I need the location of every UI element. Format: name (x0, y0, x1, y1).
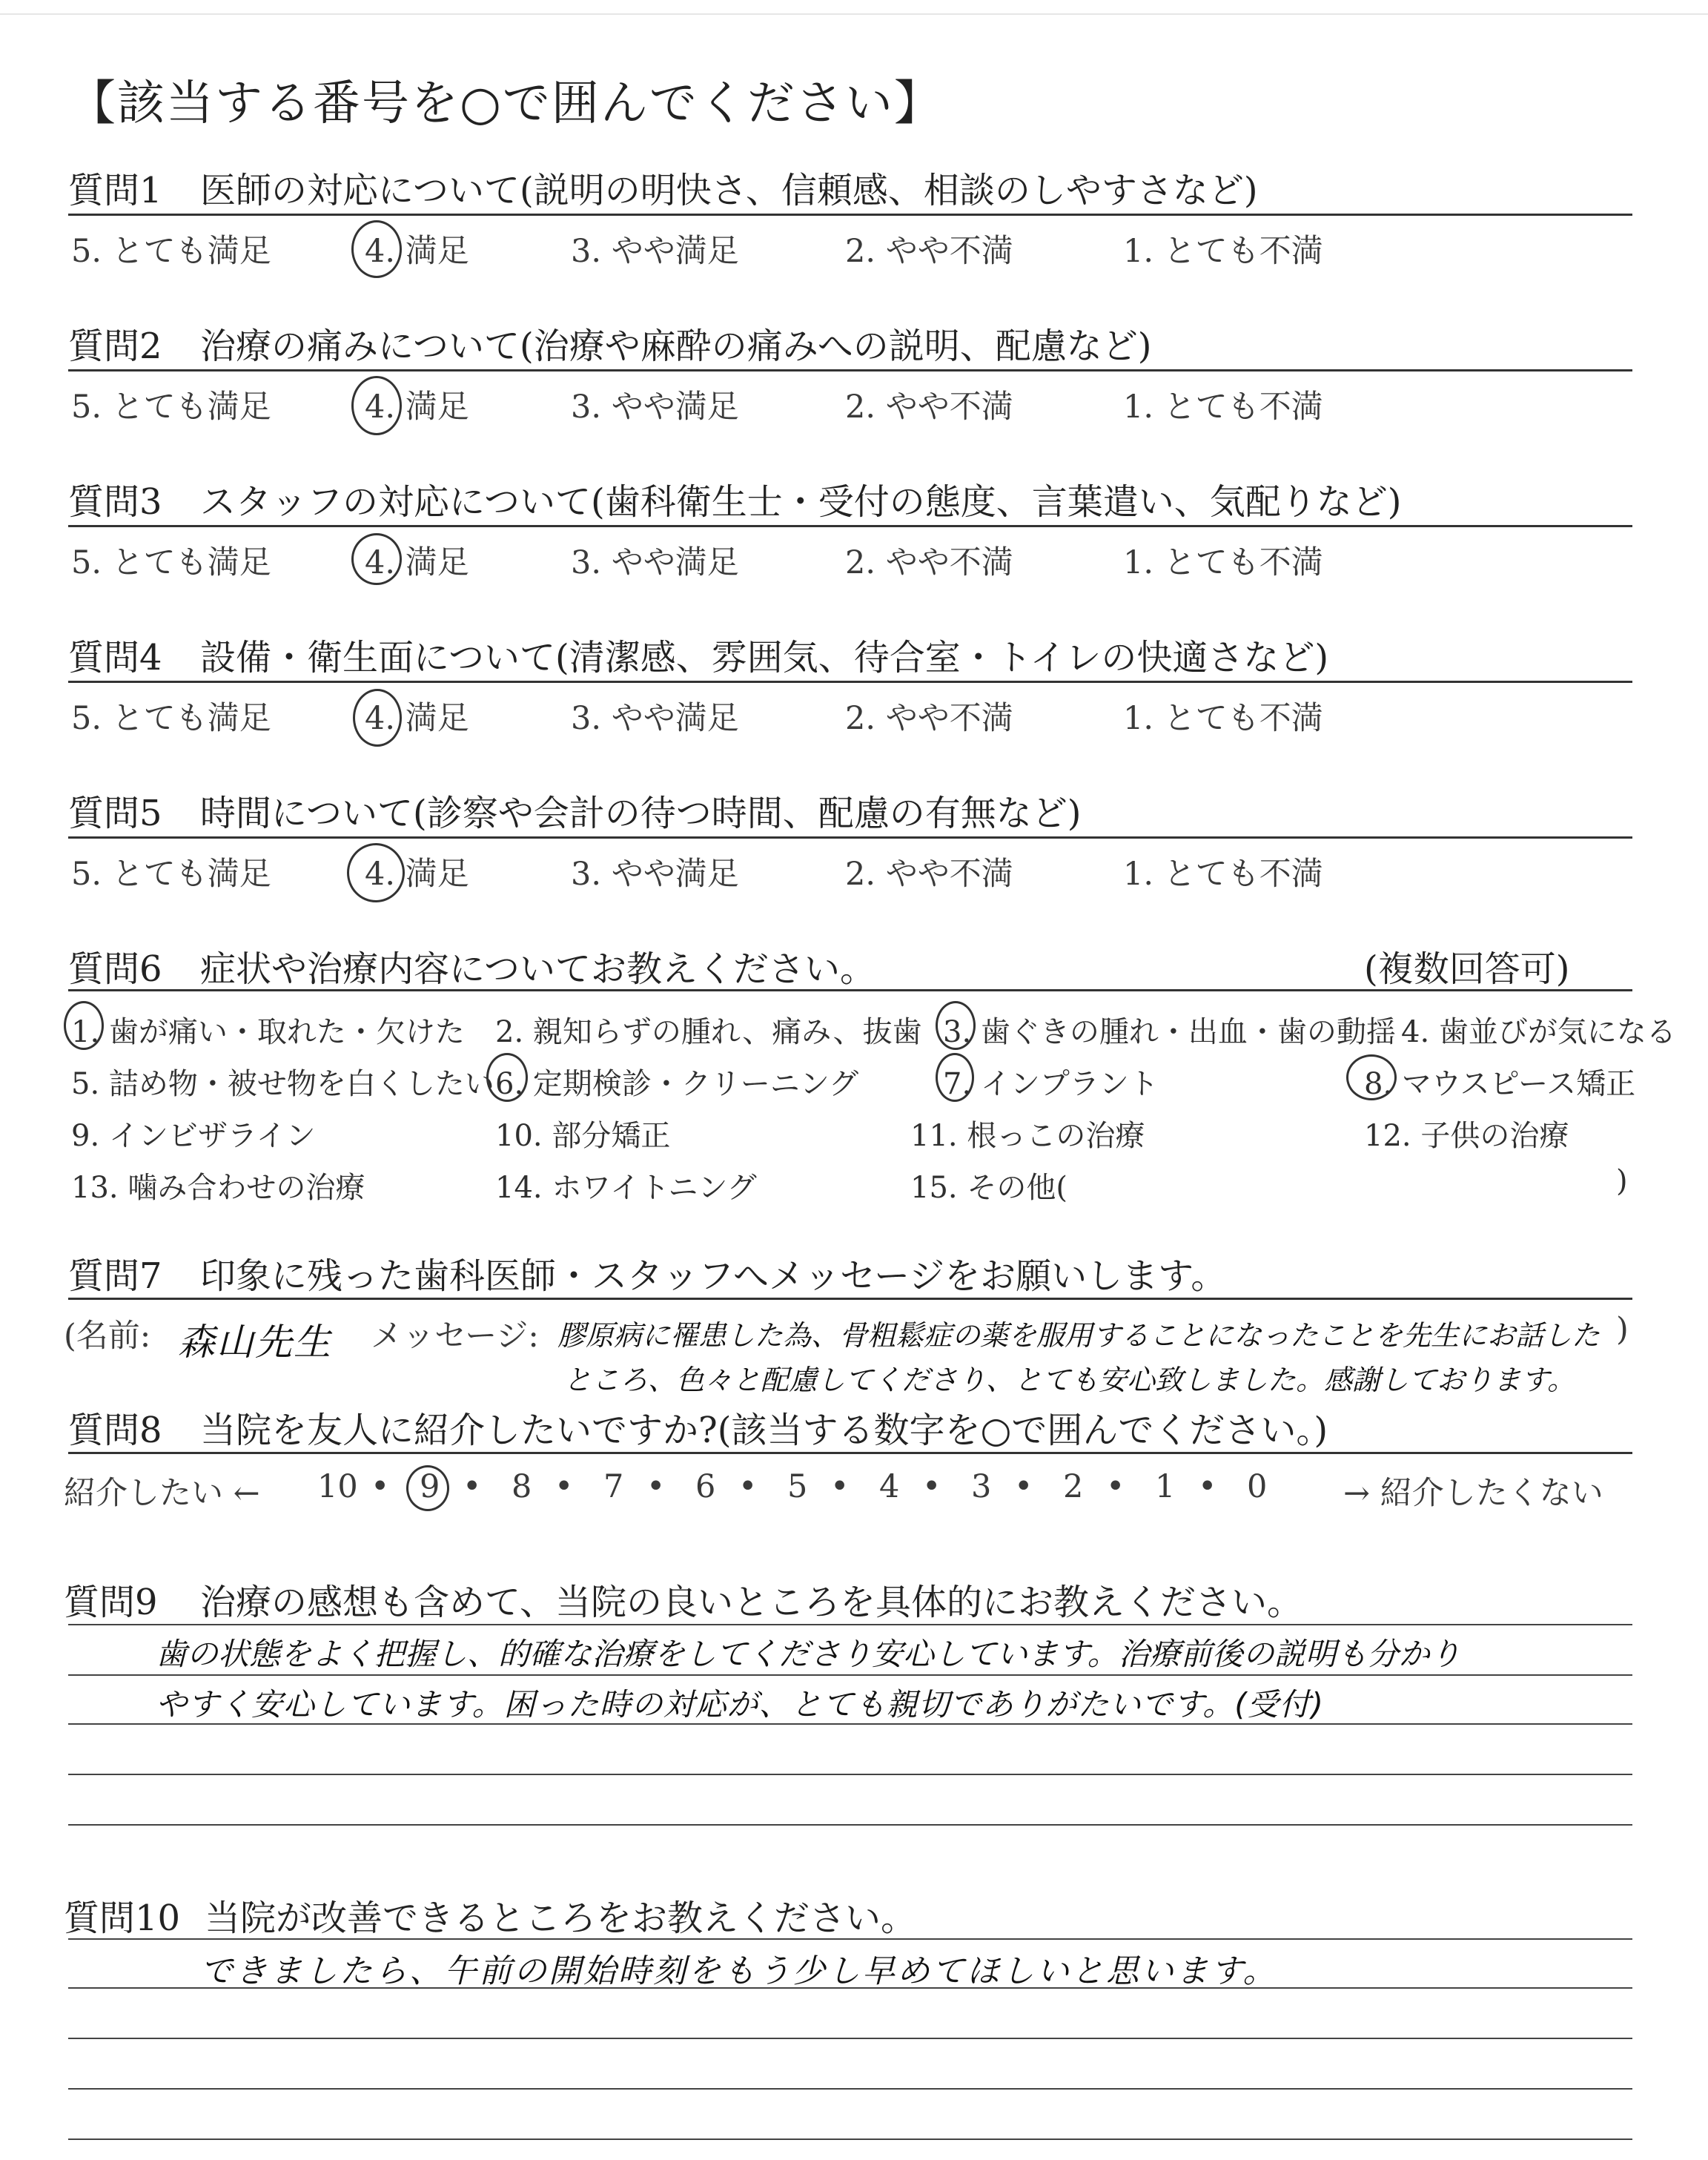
q5-label: 質問5 (68, 793, 162, 834)
q4-option-1[interactable]: 1. とても不満 (1123, 700, 1323, 737)
q8-text: 当院を友人に紹介したいですか?(該当する数字を○で囲んでください。) (200, 1410, 1328, 1451)
q5-option-1[interactable]: 1. とても不満 (1123, 856, 1323, 893)
q2-option-2[interactable]: 2. やや不満 (845, 389, 1013, 426)
q9-answer-line-2[interactable]: やすく安心しています。困った時の対応が、とても親切でありがたいです。(受付) (156, 1686, 1325, 1723)
q3-label: 質問3 (68, 481, 162, 523)
q5-text: 時間について(診察や会計の待つ時間、配慮の有無など) (200, 793, 1082, 834)
q6-text: 症状や治療内容についてお教えください。 (200, 948, 876, 990)
q8-scale-2[interactable]: 2 (1063, 1468, 1084, 1505)
q8-scale-8[interactable]: 8 (512, 1468, 532, 1505)
q7-name-label: (名前: (64, 1318, 151, 1355)
q4-selection-circle (353, 689, 402, 747)
q6-other-close-paren: ) (1616, 1164, 1628, 1198)
q1-option-3[interactable]: 3. やや満足 (571, 233, 739, 270)
q7-message-line-1[interactable]: 膠原病に罹患した為、骨粗鬆症の薬を服用することになったことを先生にお話した (557, 1319, 1601, 1352)
q9-line-4 (68, 1774, 1632, 1775)
q8-scale-0[interactable]: 0 (1247, 1468, 1268, 1505)
q2-option-3[interactable]: 3. やや満足 (571, 389, 739, 426)
q6-option-12[interactable]: 12. 子供の治療 (1364, 1119, 1569, 1153)
q8-rule (68, 1452, 1632, 1454)
q8-scale-separator: • (738, 1468, 758, 1505)
q8-scale-3[interactable]: 3 (971, 1468, 992, 1505)
q4-rule (68, 681, 1632, 683)
q8-scale-separator: • (1198, 1468, 1217, 1505)
q6-option-10[interactable]: 10. 部分矯正 (495, 1119, 671, 1153)
q3-option-1[interactable]: 1. とても不満 (1123, 544, 1323, 581)
q5-option-2[interactable]: 2. やや不満 (845, 856, 1013, 893)
q4-option-2[interactable]: 2. やや不満 (845, 700, 1013, 737)
q8-scale-separator: • (922, 1468, 941, 1505)
q1-selection-circle (351, 220, 402, 278)
q8-scale-6[interactable]: 6 (695, 1468, 716, 1505)
q4-text: 設備・衛生面について(清潔感、雰囲気、待合室・トイレの快適さなど) (200, 637, 1329, 678)
q7-rule (68, 1298, 1632, 1300)
q2-rule (68, 369, 1632, 371)
q6-option-6[interactable]: 6. 定期検診・クリーニング (495, 1067, 859, 1101)
q2-option-5[interactable]: 5. とても満足 (71, 389, 271, 426)
q5-rule (68, 836, 1632, 839)
q7-name-value[interactable]: 森山先生 (178, 1321, 332, 1364)
q6-selection-circle-7 (936, 1053, 974, 1102)
q6-option-9[interactable]: 9. インビザライン (71, 1119, 316, 1153)
q3-option-2[interactable]: 2. やや不満 (845, 544, 1013, 581)
q1-option-5[interactable]: 5. とても満足 (71, 233, 271, 270)
q8-scale-separator: • (830, 1468, 850, 1505)
q1-option-2[interactable]: 2. やや不満 (845, 233, 1013, 270)
q9-line-2 (68, 1674, 1632, 1676)
q3-option-4[interactable]: 4. 満足 (365, 544, 469, 581)
q10-answer-line-1[interactable]: できましたら、午前の開始時刻をもう少し早めてほしいと思います。 (200, 1952, 1278, 1990)
top-edge-line (0, 13, 1708, 15)
q6-label: 質問6 (68, 948, 162, 990)
q9-line-1 (68, 1624, 1632, 1625)
q6-option-8[interactable]: 8. マウスピース矯正 (1364, 1067, 1636, 1101)
q1-label: 質問1 (68, 170, 162, 211)
q2-text: 治療の痛みについて(治療や麻酔の痛みへの説明、配慮など) (200, 326, 1152, 367)
q6-option-1[interactable]: 1. 歯が痛い・取れた・欠けた (71, 1015, 465, 1049)
q6-option-2[interactable]: 2. 親知らずの腫れ、痛み、抜歯 (495, 1015, 922, 1049)
q3-option-3[interactable]: 3. やや満足 (571, 544, 739, 581)
q2-option-4[interactable]: 4. 満足 (365, 389, 469, 426)
q7-message-line-2[interactable]: ところ、色々と配慮してくださり、とても安心致しました。感謝しております。 (563, 1364, 1575, 1396)
q2-option-1[interactable]: 1. とても不満 (1123, 389, 1323, 426)
q8-label: 質問8 (68, 1410, 162, 1451)
q9-text: 治療の感想も含めて、当院の良いところを具体的にお教えください。 (200, 1582, 1303, 1623)
q3-rule (68, 525, 1632, 527)
q6-selection-circle-1 (64, 1001, 104, 1050)
q4-label: 質問4 (68, 637, 162, 678)
q8-scale-separator: • (1106, 1468, 1125, 1505)
q4-option-4[interactable]: 4. 満足 (365, 700, 469, 737)
q8-scale-7[interactable]: 7 (603, 1468, 624, 1505)
q8-scale-separator: • (463, 1468, 482, 1505)
q6-option-11[interactable]: 11. 根っこの治療 (910, 1119, 1145, 1153)
q6-rule (68, 989, 1632, 991)
q5-option-5[interactable]: 5. とても満足 (71, 856, 271, 893)
q6-option-7[interactable]: 7. インプラント (943, 1067, 1159, 1101)
q6-option-3[interactable]: 3. 歯ぐきの腫れ・出血・歯の動揺 (943, 1015, 1396, 1049)
q8-scale-10[interactable]: 10 (317, 1468, 358, 1505)
q1-text: 医師の対応について(説明の明快さ、信頼感、相談のしやすさなど) (200, 170, 1258, 211)
q8-scale-separator: • (371, 1468, 390, 1505)
q1-rule (68, 214, 1632, 216)
q10-line-3 (68, 2038, 1632, 2039)
q8-scale-separator: • (646, 1468, 666, 1505)
q6-note: (複数回答可) (1364, 948, 1570, 990)
q5-selection-circle (347, 843, 405, 902)
q6-option-15[interactable]: 15. その他( (910, 1171, 1068, 1205)
q5-option-4[interactable]: 4. 満足 (365, 856, 469, 893)
q4-option-5[interactable]: 5. とても満足 (71, 700, 271, 737)
q6-option-14[interactable]: 14. ホワイトニング (495, 1171, 757, 1205)
q8-left-label: 紹介したい ← (64, 1475, 260, 1512)
q8-scale-separator: • (555, 1468, 574, 1505)
q8-scale-5[interactable]: 5 (787, 1468, 808, 1505)
q3-text: スタッフの対応について(歯科衛生士・受付の態度、言葉遣い、気配りなど) (200, 481, 1402, 523)
q7-text: 印象に残った歯科医師・スタッフへメッセージをお願いします。 (200, 1255, 1227, 1297)
q6-selection-circle-6 (486, 1053, 528, 1102)
q9-answer-line-1[interactable]: 歯の状態をよく把握し、的確な治療をしてくださり安心しています。治療前後の説明も分かり (156, 1636, 1461, 1672)
q10-label: 質問10 (64, 1898, 181, 1939)
q1-option-4[interactable]: 4. 満足 (365, 233, 469, 270)
q7-message-label: メッセージ: (371, 1318, 539, 1355)
q6-option-13[interactable]: 13. 噛み合わせの治療 (71, 1171, 365, 1205)
q6-selection-circle-8 (1346, 1054, 1397, 1100)
q6-option-4[interactable]: 4. 歯並びが気になる (1401, 1015, 1676, 1049)
q10-line-4 (68, 2088, 1632, 2090)
q2-selection-circle (351, 376, 402, 435)
q2-label: 質問2 (68, 326, 162, 367)
q8-scale-4[interactable]: 4 (879, 1468, 900, 1505)
q6-option-5[interactable]: 5. 詰め物・被せ物を白くしたい (71, 1067, 494, 1101)
q9-label: 質問9 (64, 1582, 158, 1623)
q8-scale-9[interactable]: 9 (420, 1468, 440, 1505)
q6-selection-circle-3 (936, 1001, 976, 1050)
q8-selection-circle (406, 1465, 449, 1511)
q10-text: 当院が改善できるところをお教えください。 (205, 1898, 917, 1939)
q10-line-5 (68, 2138, 1632, 2140)
q3-selection-circle (351, 533, 402, 585)
q7-close-paren: ) (1616, 1311, 1629, 1348)
q5-option-3[interactable]: 3. やや満足 (571, 856, 739, 893)
q3-option-5[interactable]: 5. とても満足 (71, 544, 271, 581)
page-title: 【該当する番号を○で囲んでください】 (68, 76, 943, 131)
q4-option-3[interactable]: 3. やや満足 (571, 700, 739, 737)
q7-label: 質問7 (68, 1255, 162, 1297)
q9-line-5 (68, 1824, 1632, 1826)
q10-line-1 (68, 1938, 1632, 1940)
q8-scale-separator: • (1014, 1468, 1033, 1505)
q1-option-1[interactable]: 1. とても不満 (1123, 233, 1323, 270)
q8-right-label: → 紹介したくない (1343, 1475, 1603, 1512)
q8-scale-1[interactable]: 1 (1155, 1468, 1176, 1505)
